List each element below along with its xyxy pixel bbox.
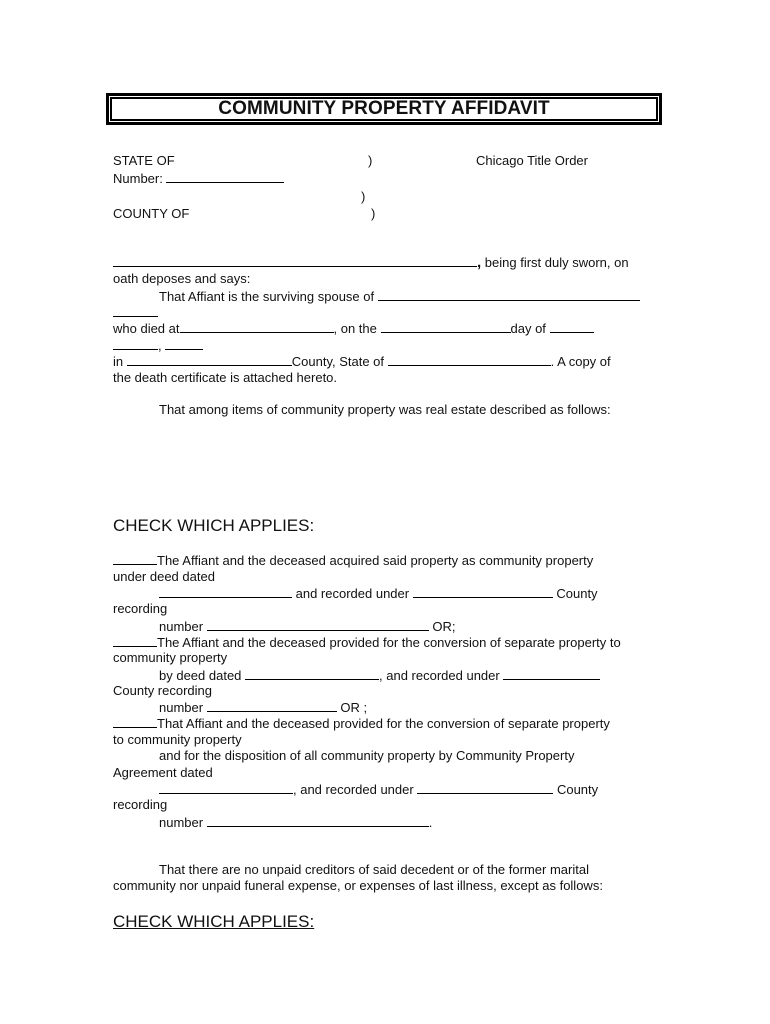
option-3-number-line xyxy=(159,814,432,831)
option-2-recorded-blank[interactable] xyxy=(503,667,600,680)
option-3-line-1 xyxy=(113,715,610,732)
died-line xyxy=(113,320,594,337)
option-1-number-blank[interactable] xyxy=(207,618,429,631)
surviving-spouse-text: That Affiant is the surviving spouse of xyxy=(159,289,375,304)
option-1-checkbox-blank[interactable] xyxy=(113,552,157,565)
option-2-text-b: community property xyxy=(113,650,228,665)
check-heading-2 xyxy=(113,912,314,932)
option-2-number-label: number xyxy=(159,700,204,715)
option-1-recording: recording xyxy=(113,601,168,616)
option-2-text-d: , and recorded under xyxy=(379,668,500,683)
death-day-blank[interactable] xyxy=(381,320,511,333)
death-year-blank[interactable] xyxy=(165,337,203,350)
option-1-line-1 xyxy=(113,552,593,569)
spouse-name-blank[interactable] xyxy=(378,288,640,301)
option-3-recording: recording xyxy=(113,797,168,812)
option-1-text-c: and recorded under xyxy=(295,586,410,601)
spouse-name-blank-2[interactable] xyxy=(113,304,158,317)
option-1-line-3 xyxy=(159,585,598,602)
option-1-text-a: The Affiant and the deceased acquired said property as community property xyxy=(157,553,594,568)
order-number-blank[interactable] xyxy=(166,170,284,183)
creditors-text-2: community nor unpaid funeral expense, or expenses of last illness, except as follows: xyxy=(113,878,603,893)
number-line xyxy=(113,170,284,187)
copy-of-text: . A copy of xyxy=(550,354,611,369)
deposes-text: oath deposes and says: xyxy=(113,271,251,286)
surviving-spouse-line xyxy=(159,288,640,305)
state-of-label: STATE OF xyxy=(113,153,175,168)
option-1-number-label: number xyxy=(159,619,204,634)
option-3-text-e: , and recorded under xyxy=(293,782,414,797)
option-3-recorded-blank[interactable] xyxy=(417,781,553,794)
option-1-number-line xyxy=(159,618,455,635)
county-state-of-text: County, State of xyxy=(291,354,385,369)
document-title: COMMUNITY PROPERTY AFFIDAVIT xyxy=(218,98,550,119)
option-3-period: . xyxy=(428,815,433,830)
option-2-number-blank[interactable] xyxy=(207,699,337,712)
option-2-line-3 xyxy=(159,667,600,684)
check-heading-2-text: CHECK WHICH APPLIES: xyxy=(113,912,315,931)
number-label: Number: xyxy=(113,171,163,186)
day-of-text: day of xyxy=(510,321,546,336)
paren-2: ) xyxy=(361,189,366,204)
paren-1: ) xyxy=(368,153,373,168)
option-2-line-1 xyxy=(113,634,621,651)
option-3-text-c: and for the disposition of all community property by Community Property xyxy=(159,748,575,763)
county-state-line xyxy=(113,353,611,370)
creditors-text-1: That there are no unpaid creditors of said decedent or of the former marital xyxy=(159,862,589,877)
affiant-name-blank[interactable] xyxy=(113,254,477,267)
check-heading-1: CHECK WHICH APPLIES: xyxy=(113,516,315,535)
county-blank[interactable] xyxy=(127,353,292,366)
comma-text: , xyxy=(158,338,162,353)
chicago-title-order: Chicago Title Order xyxy=(476,153,588,168)
death-month-blank-2[interactable] xyxy=(113,337,158,350)
death-month-blank[interactable] xyxy=(550,320,594,333)
option-2-deed-date-blank[interactable] xyxy=(245,667,379,680)
paren-3: ) xyxy=(371,206,376,221)
option-3-text-a: That Affiant and the deceased provided for the conversion of separate property xyxy=(157,716,610,731)
option-2-or: OR ; xyxy=(340,700,368,715)
option-3-checkbox-blank[interactable] xyxy=(113,715,157,728)
option-3-text-d: Agreement dated xyxy=(113,765,213,780)
affiant-name-line xyxy=(113,254,629,271)
death-certificate-text: the death certificate is attached hereto. xyxy=(113,370,338,385)
option-2-checkbox-blank[interactable] xyxy=(113,634,157,647)
option-2-text-c: by deed dated xyxy=(159,668,242,683)
option-3-text-b: to community property xyxy=(113,732,242,747)
option-3-line-5 xyxy=(159,781,598,798)
bold-comma: , xyxy=(477,254,482,271)
option-1-recorded-blank[interactable] xyxy=(413,585,553,598)
option-1-text-b: under deed dated xyxy=(113,569,215,584)
who-died-at-text: who died at xyxy=(113,321,180,336)
option-2-text-a: The Affiant and the deceased provided for the conversion of separate property to xyxy=(157,635,621,650)
option-2-number-line xyxy=(159,699,367,716)
date-cont-line xyxy=(113,337,203,354)
option-1-deed-date-blank[interactable] xyxy=(159,585,292,598)
community-property-text: That among items of community property was real estate described as follows: xyxy=(159,402,611,417)
option-1-or: OR; xyxy=(432,619,456,634)
being-sworn-text: being first duly sworn, on xyxy=(484,255,629,270)
county-of-label: COUNTY OF xyxy=(113,206,190,221)
title-box xyxy=(106,93,662,125)
option-2-county-recording: County recording xyxy=(113,683,212,698)
option-3-county: County xyxy=(556,782,599,797)
option-3-number-label: number xyxy=(159,815,204,830)
death-place-blank[interactable] xyxy=(180,320,334,333)
on-the-text: , on the xyxy=(333,321,377,336)
in-text: in xyxy=(113,354,124,369)
option-3-agreement-date-blank[interactable] xyxy=(159,781,293,794)
state-blank[interactable] xyxy=(388,353,551,366)
option-1-county: County xyxy=(556,586,598,601)
spouse-name-blank-cont xyxy=(113,304,158,321)
option-3-number-blank[interactable] xyxy=(207,814,429,827)
